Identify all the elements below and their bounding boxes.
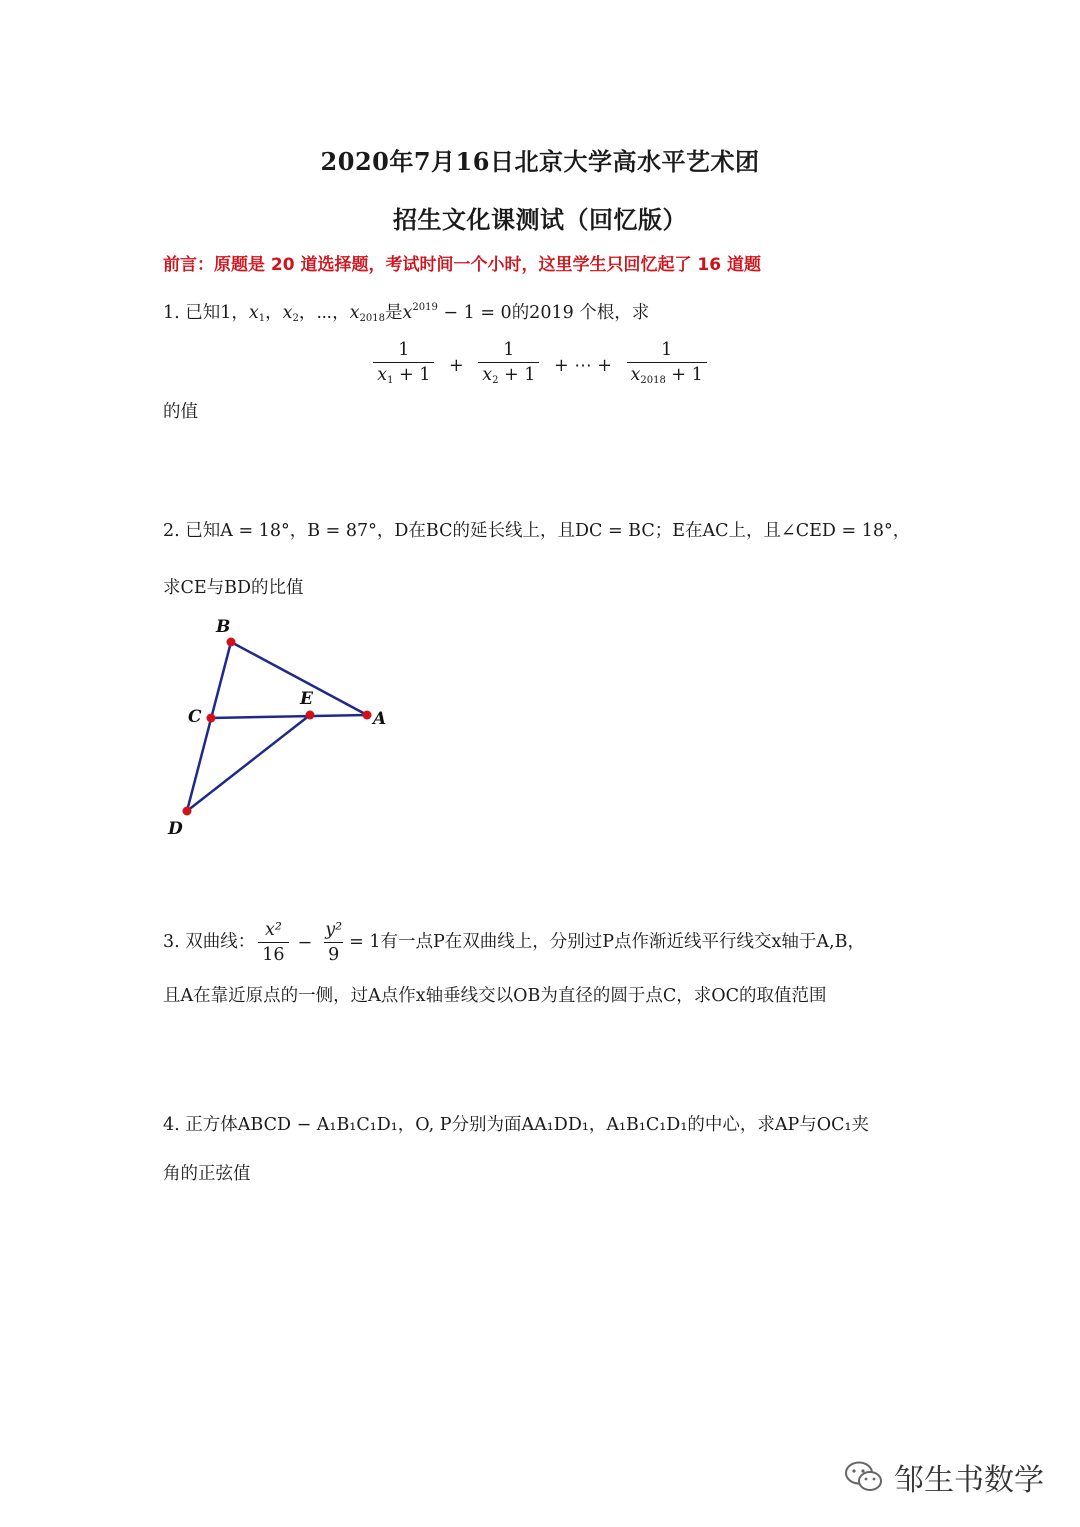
wechat-icon [844,1460,884,1494]
q1-frac2-den: $x_2 + 1$ [478,362,539,391]
q3-fraction-y: $\frac{\text{y²}}{9}$ [325,920,343,965]
q1-fraction-2 [478,340,539,391]
label-D: D [168,819,183,839]
q3-rest: = 1有一点P在双曲线上，分别过P点作渐近线平行线交x轴于A,B， [349,932,865,952]
q1-rootN-sub: 2018 [359,313,385,324]
question-1-stem: 1. 已知1，$x_1$，$x_2$，⋯，$x_{2018}$是$x^{2019} - 1 = 0$的2019 个根，求 [163,302,650,324]
question-3-line1 [163,920,865,965]
preface-note: 前言：原题是 20 道选择题，考试时间一个小时，这里学生只回忆起了 16 道题 [163,255,761,275]
point-A [363,711,372,720]
page-subtitle: 招生文化课测试（回忆版） [393,205,687,234]
question-3-line2: 且A在靠近原点的一侧，过A点作x轴垂线交以OB为直径的圆于点C，求OC的取值范围 [163,986,827,1006]
q1-frac3-den: $x_{2018} + 1$ [627,362,707,391]
watermark-text: 邹生书数学 [894,1463,1044,1498]
q1-root1: x [248,303,259,323]
q3-minus: − [297,932,313,953]
point-C [207,714,216,723]
q1-plus: + [448,355,464,376]
q1-root2-sub: 2 [292,313,299,324]
q1-dots: ，⋯， [298,303,350,323]
q1-suffix: 的2019 个根，求 [511,303,650,323]
q1-poly-x: x [402,303,413,323]
label-E: E [300,689,313,709]
q1-frac1-den: $x_1 + 1$ [373,362,434,391]
question-1-expression [0,340,1080,391]
q3-prefix: 3. 双曲线： [163,932,256,952]
q1-poly-exp: 2019 [412,302,438,313]
q1-frac3-num: 1 [661,340,673,360]
q1-frac1-num: 1 [398,340,410,360]
question-4-line2: 角的正弦值 [163,1164,251,1184]
q1-root2: x [282,303,293,323]
question-1-end: 的值 [163,402,198,422]
segment-CA [211,715,367,718]
question-4-line1: 4. 正方体ABCD − A₁B₁C₁D₁，O, P分别为面AA₁DD₁，A₁B₁C₁D₁的中心，求AP与OC₁夹 [163,1115,870,1135]
label-C: C [188,707,202,727]
page-title: 2020年7月16日北京大学高水平艺术团 [320,147,760,176]
q1-fraction-3 [627,340,707,391]
question-2-line1: 2. 已知A = 18°，B = 87°，D在BC的延长线上，且DC = BC；E在AC上，且∠CED = 18°， [163,521,911,541]
q1-frac2-num: 1 [503,340,515,360]
point-D [183,807,192,816]
triangle-figure [160,610,400,840]
segment-DE [187,715,310,811]
q1-fraction-1 [373,340,434,391]
q1-poly-rest: − 1 = 0 [443,303,512,323]
q1-rootN: x [349,303,360,323]
q3-fraction-x: $\frac{\text{x²}}{16}$ [258,920,288,965]
q1-plus-dots: + ⋯ + [553,355,612,376]
q1-prefix: 1. 已知1， [163,303,249,323]
q1-mid: 是 [384,303,403,323]
segment-BA [231,642,367,715]
point-B [227,638,236,647]
label-A: A [373,709,387,729]
label-B: B [216,617,231,637]
point-E [306,711,315,720]
question-2-line2: 求CE与BD的比值 [163,578,304,598]
q1-root1-sub: 1 [258,313,266,324]
watermark [844,1455,1044,1499]
